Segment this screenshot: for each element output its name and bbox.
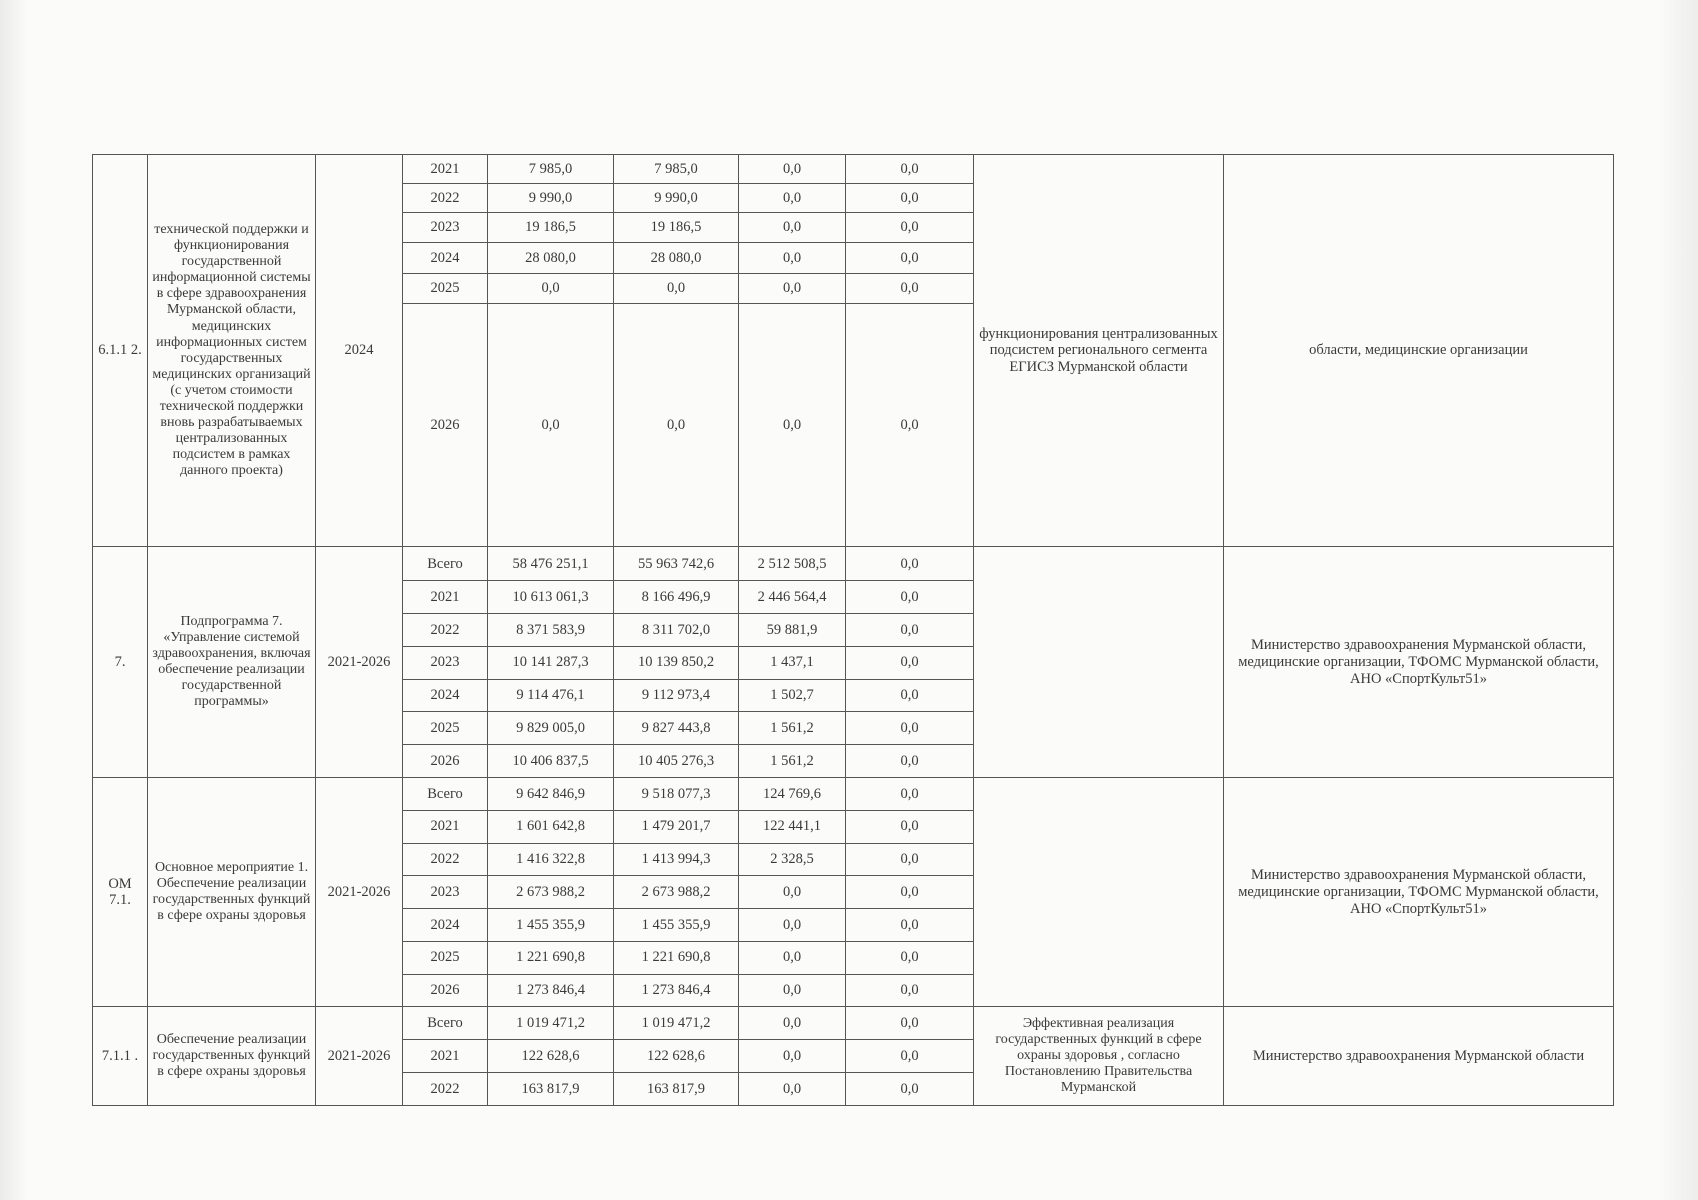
regional-budget-cell: 9 112 973,4: [614, 679, 739, 712]
table-row: [93, 1007, 1614, 1040]
year-cell: 2022: [403, 183, 488, 213]
executor: Министерство здравоохранения Мурманской области: [1224, 1007, 1614, 1106]
row-code: 7.: [93, 547, 148, 778]
year-cell: 2024: [403, 243, 488, 274]
year-cell: Всего: [403, 1007, 488, 1040]
other-sources-cell: 0,0: [846, 745, 974, 778]
other-sources-cell: 0,0: [846, 712, 974, 745]
regional-budget-cell: 7 985,0: [614, 155, 739, 184]
year-cell: 2021: [403, 810, 488, 843]
total-cell: 1 221 690,8: [488, 941, 614, 974]
scan-right-edge: [1658, 0, 1698, 1200]
federal-budget-cell: 0,0: [739, 876, 846, 909]
other-sources-cell: 0,0: [846, 243, 974, 274]
total-cell: 9 642 846,9: [488, 777, 614, 810]
table-row: [93, 777, 1614, 810]
other-sources-cell: 0,0: [846, 155, 974, 184]
row-period: 2024: [316, 155, 403, 547]
regional-budget-cell: 10 405 276,3: [614, 745, 739, 778]
regional-budget-cell: 1 455 355,9: [614, 909, 739, 942]
row-name: Обеспечение реализации государственных функций в сфере охраны здоровья: [148, 1007, 316, 1106]
other-sources-cell: 0,0: [846, 183, 974, 213]
other-sources-cell: 0,0: [846, 303, 974, 547]
year-cell: 2021: [403, 1040, 488, 1073]
regional-budget-cell: 1 019 471,2: [614, 1007, 739, 1040]
regional-budget-cell: 28 080,0: [614, 243, 739, 274]
row-period: 2021-2026: [316, 547, 403, 778]
federal-budget-cell: 0,0: [739, 1073, 846, 1106]
row-name: Основное мероприятие 1. Обеспечение реализации государственных функций в сфере охраны здоровья: [148, 777, 316, 1006]
year-cell: 2026: [403, 303, 488, 547]
year-cell: 2025: [403, 941, 488, 974]
regional-budget-cell: 0,0: [614, 273, 739, 303]
total-cell: 1 455 355,9: [488, 909, 614, 942]
regional-budget-cell: 9 518 077,3: [614, 777, 739, 810]
budget-table: [92, 154, 1614, 1106]
total-cell: 9 114 476,1: [488, 679, 614, 712]
other-sources-cell: 0,0: [846, 1040, 974, 1073]
federal-budget-cell: 122 441,1: [739, 810, 846, 843]
regional-budget-cell: 10 139 850,2: [614, 646, 739, 679]
other-sources-cell: 0,0: [846, 581, 974, 614]
other-sources-cell: 0,0: [846, 909, 974, 942]
other-sources-cell: 0,0: [846, 876, 974, 909]
year-cell: 2023: [403, 213, 488, 243]
federal-budget-cell: 0,0: [739, 243, 846, 274]
total-cell: 122 628,6: [488, 1040, 614, 1073]
federal-budget-cell: 2 328,5: [739, 843, 846, 876]
federal-budget-cell: 1 502,7: [739, 679, 846, 712]
executor: области, медицинские организации: [1224, 155, 1614, 547]
federal-budget-cell: 0,0: [739, 974, 846, 1007]
federal-budget-cell: 0,0: [739, 1040, 846, 1073]
expected-result: функционирования централизованных подсистем регионального сегмента ЕГИСЗ Мурманской области: [974, 155, 1224, 547]
federal-budget-cell: 0,0: [739, 213, 846, 243]
year-cell: 2025: [403, 712, 488, 745]
regional-budget-cell: 1 221 690,8: [614, 941, 739, 974]
total-cell: 163 817,9: [488, 1073, 614, 1106]
other-sources-cell: 0,0: [846, 1007, 974, 1040]
year-cell: 2021: [403, 581, 488, 614]
federal-budget-cell: 0,0: [739, 941, 846, 974]
year-cell: Всего: [403, 547, 488, 581]
regional-budget-cell: 9 827 443,8: [614, 712, 739, 745]
federal-budget-cell: 0,0: [739, 273, 846, 303]
year-cell: 2025: [403, 273, 488, 303]
total-cell: 58 476 251,1: [488, 547, 614, 581]
federal-budget-cell: 59 881,9: [739, 614, 846, 647]
year-cell: 2022: [403, 1073, 488, 1106]
year-cell: 2024: [403, 679, 488, 712]
row-code: 6.1.1 2.: [93, 155, 148, 547]
federal-budget-cell: 1 437,1: [739, 646, 846, 679]
federal-budget-cell: 0,0: [739, 1007, 846, 1040]
regional-budget-cell: 122 628,6: [614, 1040, 739, 1073]
executor: Министерство здравоохранения Мурманской области, медицинские организации, ТФОМС Мурманской области, АНО «СпортКульт51»: [1224, 777, 1614, 1006]
federal-budget-cell: 0,0: [739, 155, 846, 184]
year-cell: 2023: [403, 876, 488, 909]
federal-budget-cell: 2 512 508,5: [739, 547, 846, 581]
other-sources-cell: 0,0: [846, 547, 974, 581]
federal-budget-cell: 0,0: [739, 909, 846, 942]
other-sources-cell: 0,0: [846, 810, 974, 843]
year-cell: 2022: [403, 614, 488, 647]
expected-result: [974, 777, 1224, 1006]
other-sources-cell: 0,0: [846, 679, 974, 712]
total-cell: 10 141 287,3: [488, 646, 614, 679]
total-cell: 19 186,5: [488, 213, 614, 243]
regional-budget-cell: 1 413 994,3: [614, 843, 739, 876]
total-cell: 8 371 583,9: [488, 614, 614, 647]
other-sources-cell: 0,0: [846, 614, 974, 647]
regional-budget-cell: 8 311 702,0: [614, 614, 739, 647]
regional-budget-cell: 163 817,9: [614, 1073, 739, 1106]
expected-result: Эффективная реализация государственных функций в сфере охраны здоровья , согласно Постановлению Правительства Мурманской: [974, 1007, 1224, 1106]
federal-budget-cell: 124 769,6: [739, 777, 846, 810]
total-cell: 28 080,0: [488, 243, 614, 274]
year-cell: 2024: [403, 909, 488, 942]
total-cell: 10 613 061,3: [488, 581, 614, 614]
year-cell: 2026: [403, 974, 488, 1007]
regional-budget-cell: 0,0: [614, 303, 739, 547]
other-sources-cell: 0,0: [846, 941, 974, 974]
federal-budget-cell: 1 561,2: [739, 712, 846, 745]
executor: Министерство здравоохранения Мурманской области, медицинские организации, ТФОМС Мурманской области, АНО «СпортКульт51»: [1224, 547, 1614, 778]
regional-budget-cell: 1 273 846,4: [614, 974, 739, 1007]
year-cell: 2021: [403, 155, 488, 184]
scan-left-edge: [0, 0, 28, 1200]
row-code: 7.1.1 .: [93, 1007, 148, 1106]
other-sources-cell: 0,0: [846, 213, 974, 243]
year-cell: 2023: [403, 646, 488, 679]
row-name: технической поддержки и функционирования государственной информационной системы в сфере здравоохранения Мурманской области, медицинских информационных систем государственных медицинских организаций (с учетом стоимости технической поддержки вновь разрабатываемых централизованных подсистем в рамках данного проекта): [148, 155, 316, 547]
total-cell: 7 985,0: [488, 155, 614, 184]
total-cell: 0,0: [488, 303, 614, 547]
total-cell: 0,0: [488, 273, 614, 303]
other-sources-cell: 0,0: [846, 777, 974, 810]
regional-budget-cell: 9 990,0: [614, 183, 739, 213]
total-cell: 1 019 471,2: [488, 1007, 614, 1040]
table-row: [93, 155, 1614, 184]
total-cell: 9 990,0: [488, 183, 614, 213]
other-sources-cell: 0,0: [846, 974, 974, 1007]
other-sources-cell: 0,0: [846, 1073, 974, 1106]
other-sources-cell: 0,0: [846, 273, 974, 303]
total-cell: 1 601 642,8: [488, 810, 614, 843]
year-cell: 2022: [403, 843, 488, 876]
federal-budget-cell: 0,0: [739, 303, 846, 547]
table-row: [93, 547, 1614, 581]
row-name: Подпрограмма 7. «Управление системой здравоохранения, включая обеспечение реализации государственной программы»: [148, 547, 316, 778]
year-cell: Всего: [403, 777, 488, 810]
total-cell: 1 273 846,4: [488, 974, 614, 1007]
regional-budget-cell: 55 963 742,6: [614, 547, 739, 581]
federal-budget-cell: 1 561,2: [739, 745, 846, 778]
total-cell: 10 406 837,5: [488, 745, 614, 778]
federal-budget-cell: 2 446 564,4: [739, 581, 846, 614]
total-cell: 2 673 988,2: [488, 876, 614, 909]
expected-result: [974, 547, 1224, 778]
year-cell: 2026: [403, 745, 488, 778]
other-sources-cell: 0,0: [846, 843, 974, 876]
other-sources-cell: 0,0: [846, 646, 974, 679]
federal-budget-cell: 0,0: [739, 183, 846, 213]
total-cell: 9 829 005,0: [488, 712, 614, 745]
regional-budget-cell: 2 673 988,2: [614, 876, 739, 909]
regional-budget-cell: 1 479 201,7: [614, 810, 739, 843]
row-period: 2021-2026: [316, 1007, 403, 1106]
regional-budget-cell: 8 166 496,9: [614, 581, 739, 614]
total-cell: 1 416 322,8: [488, 843, 614, 876]
row-code: ОМ 7.1.: [93, 777, 148, 1006]
row-period: 2021-2026: [316, 777, 403, 1006]
regional-budget-cell: 19 186,5: [614, 213, 739, 243]
